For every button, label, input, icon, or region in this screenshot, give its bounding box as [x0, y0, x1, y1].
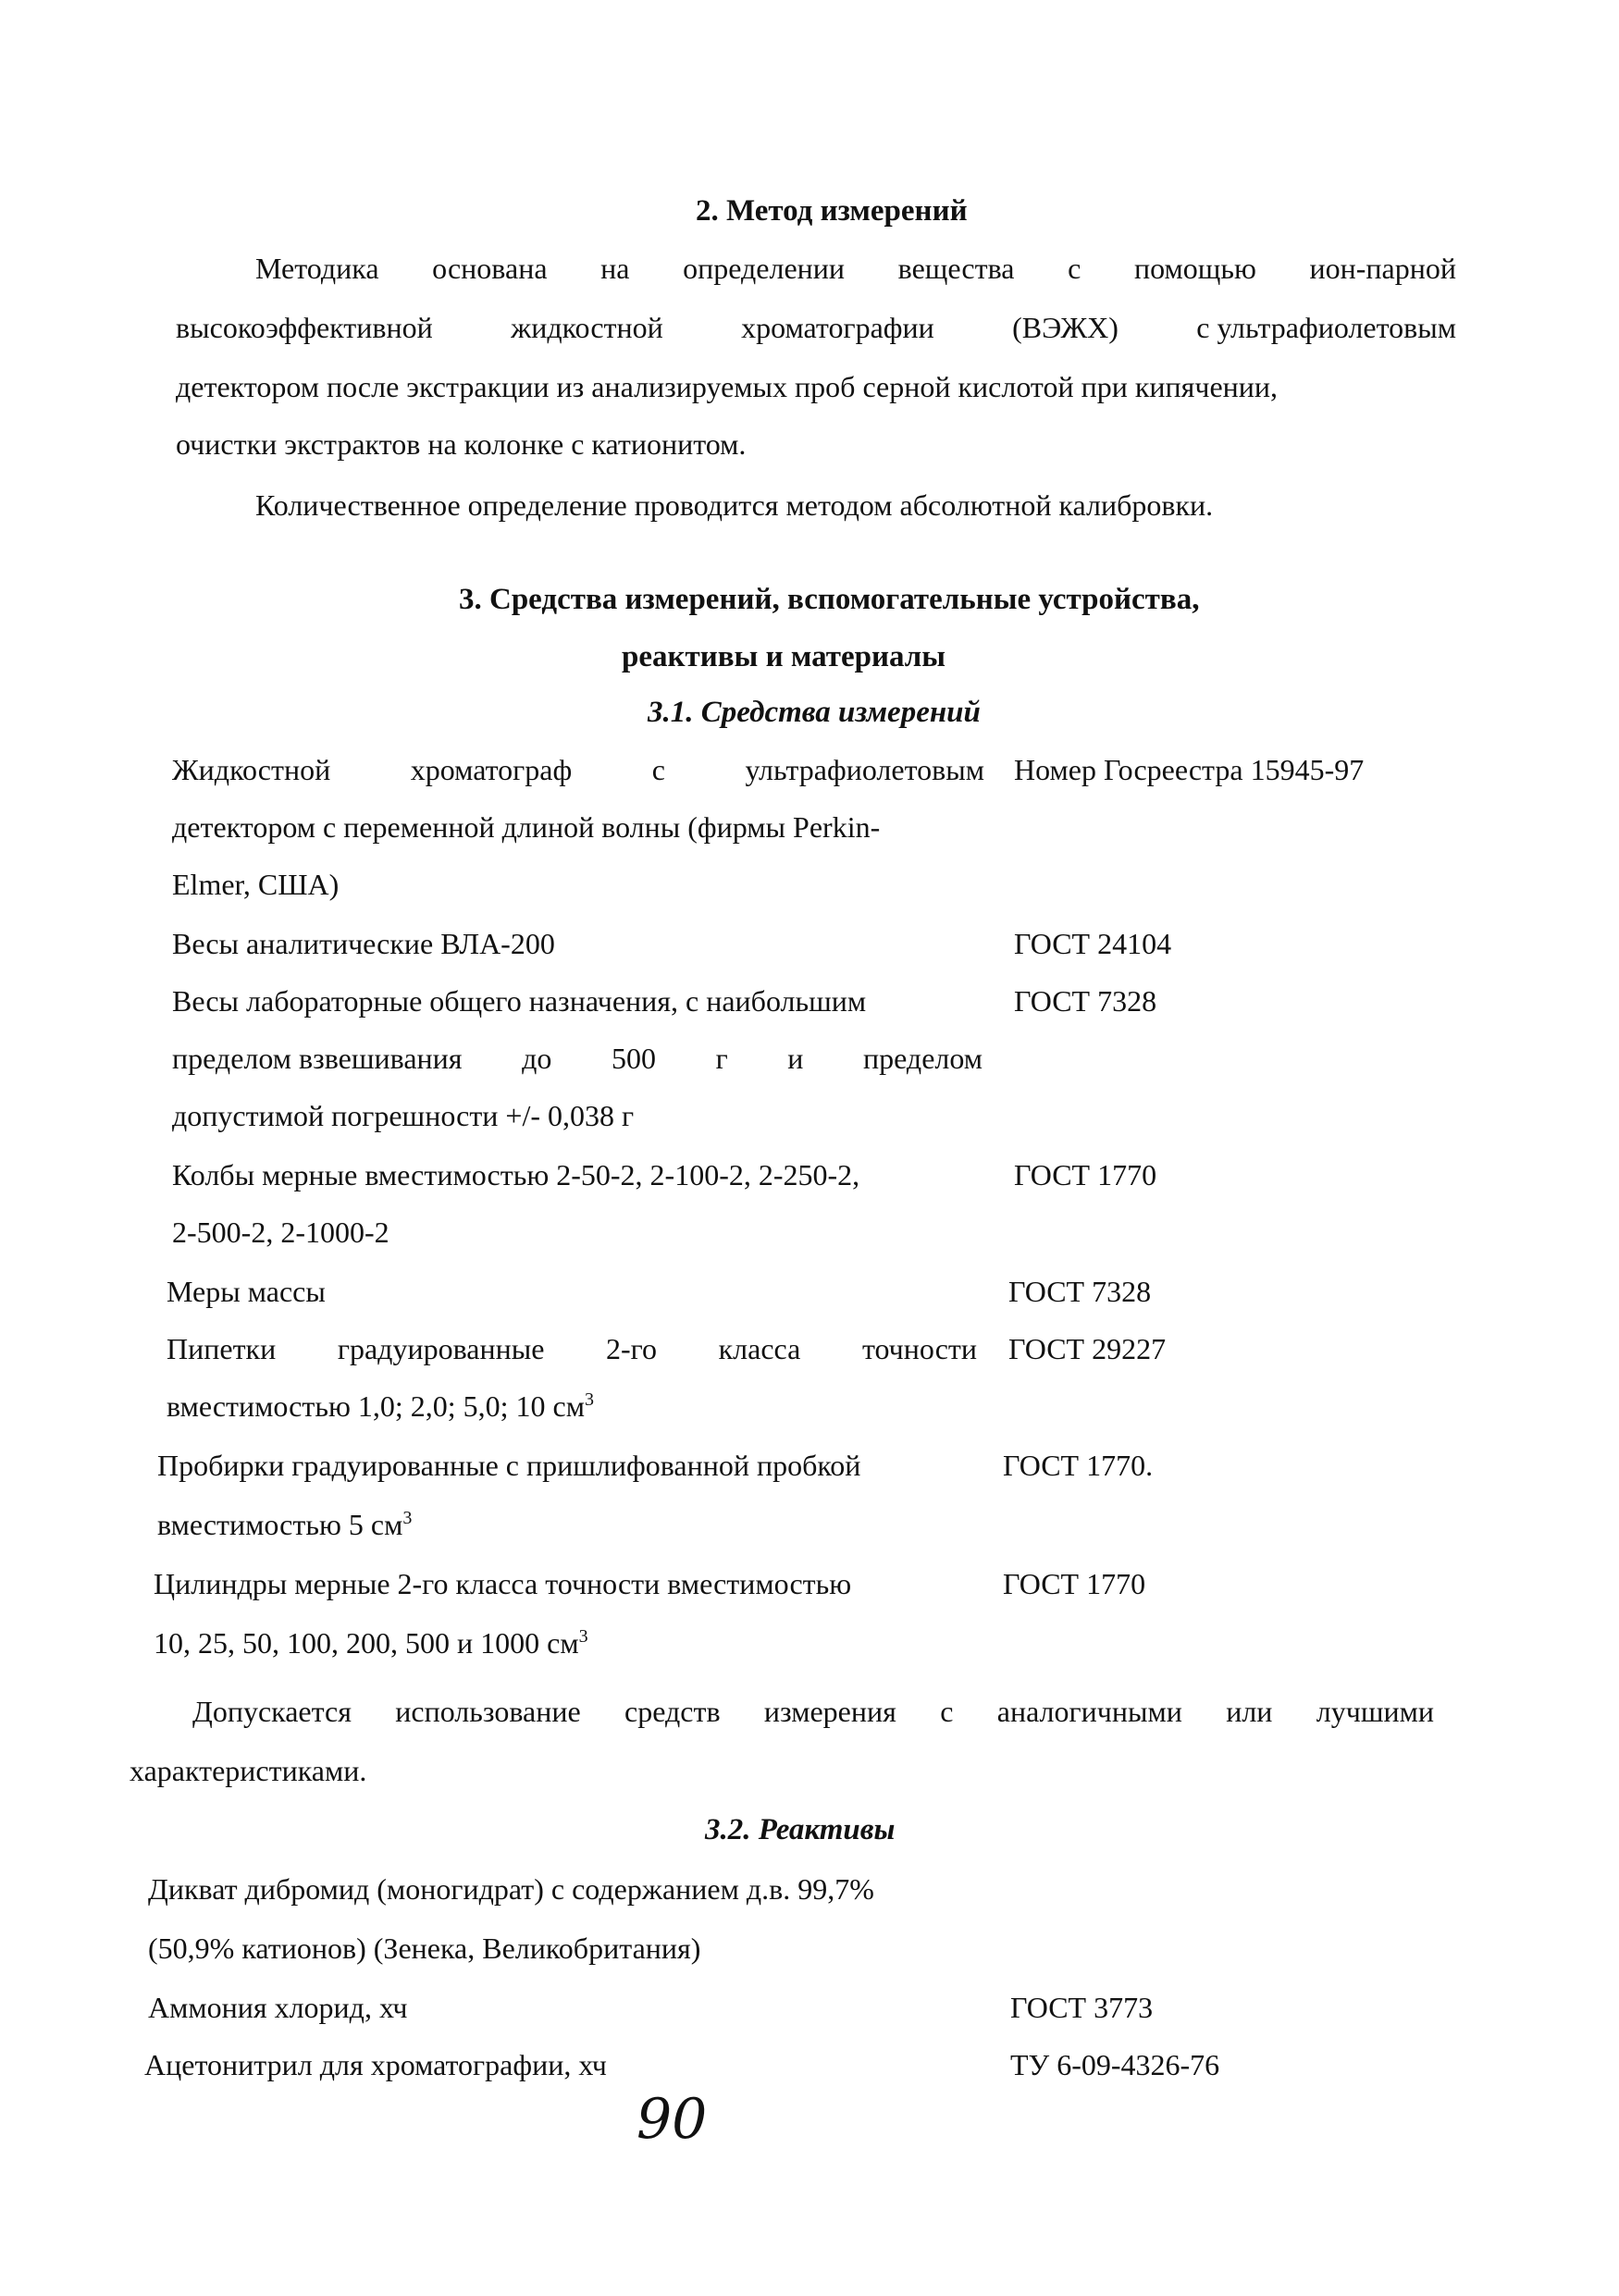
superscript: 3 [584, 1389, 594, 1410]
word: использование [395, 1695, 581, 1728]
word: 2-го [606, 1332, 657, 1365]
instrument-lab-balance-line1: Весы лабораторные общего назначения, с наибольшим [172, 984, 867, 1018]
word: и [787, 1042, 804, 1075]
word: помощью [1133, 252, 1256, 285]
section-3-title-line2: реактивы и материалы [622, 640, 946, 673]
word: средств [624, 1695, 721, 1728]
instrument-pipettes-ref: ГОСТ 29227 [1008, 1332, 1167, 1365]
instruments-note-line2: характеристиками. [130, 1754, 367, 1787]
section-2-para1-line4: очистки экстрактов на колонке с катионитом. [176, 427, 747, 461]
word: точности [861, 1332, 977, 1365]
instrument-cylinders-line1: Цилиндры мерные 2-го класса точности вместимостью [154, 1567, 852, 1600]
instrument-test-tubes-line2 [157, 1508, 412, 1542]
word: ультрафиолетовым [745, 753, 984, 786]
word: хроматограф [410, 753, 573, 786]
instrument-lab-balance-line3: допустимой погрешности +/- 0,038 г [172, 1099, 635, 1132]
word: с [940, 1695, 954, 1728]
superscript: 3 [578, 1626, 588, 1647]
section-2-title: 2. Метод измерений [696, 194, 968, 228]
word: Жидкостной [172, 753, 331, 786]
word: лучшими [1316, 1695, 1434, 1728]
instrument-mass-measures-ref: ГОСТ 7328 [1008, 1275, 1152, 1308]
reagent-diquat-line2: (50,9% катионов) (Зенека, Великобритания) [148, 1932, 701, 1965]
subsection-3-1-title: 3.1. Средства измерений [648, 696, 981, 729]
word: с ультрафиолетовым [1196, 311, 1456, 344]
word: с [1068, 252, 1081, 285]
word: с [651, 753, 665, 786]
word: пределом взвешивания [172, 1042, 463, 1075]
word: класса [718, 1332, 801, 1365]
word: Методика [255, 252, 379, 285]
reagent-acetonitrile: Ацетонитрил для хроматографии, хч [144, 2048, 607, 2081]
instrument-test-tubes-line1: Пробирки градуированные с пришлифованной пробкой [157, 1449, 861, 1482]
text: 10, 25, 50, 100, 200, 500 и 1000 см [154, 1626, 579, 1660]
word: Допускается [192, 1695, 352, 1728]
instruments-note-line1 [192, 1695, 1434, 1729]
reagent-ammonium-chloride: Аммония хлорид, хч [148, 1991, 408, 2024]
word: основана [432, 252, 548, 285]
word: градуированные [337, 1332, 545, 1365]
instrument-chromatograph-line1 [172, 753, 984, 787]
word: жидкостной [511, 311, 663, 344]
subsection-3-2-title: 3.2. Реактивы [705, 1813, 896, 1846]
word: Пипетки [167, 1332, 277, 1365]
word: ион-парной [1309, 252, 1456, 285]
instrument-analytical-balance-ref: ГОСТ 24104 [1014, 927, 1172, 960]
instrument-flasks-ref: ГОСТ 1770 [1014, 1158, 1157, 1191]
instrument-flasks-line2: 2-500-2, 2-1000-2 [172, 1216, 389, 1249]
word: определении [683, 252, 846, 285]
text: вместимостью 1,0; 2,0; 5,0; 10 см [167, 1389, 585, 1423]
reagent-ammonium-chloride-ref: ГОСТ 3773 [1010, 1991, 1154, 2024]
text: вместимостью 5 см [157, 1508, 403, 1541]
word: до [522, 1042, 552, 1075]
instrument-pipettes-line2 [167, 1389, 594, 1424]
word: вещества [897, 252, 1015, 285]
page-number: 90 [636, 2087, 708, 2152]
instrument-chromatograph-line2: детектором с переменной длиной волны (фирмы Perkin- [172, 810, 881, 844]
word: или [1226, 1695, 1273, 1728]
word: пределом [863, 1042, 983, 1075]
word: измерения [763, 1695, 896, 1728]
section-3-title-line1: 3. Средства измерений, вспомогательные устройства, [459, 583, 1200, 616]
word: аналогичными [996, 1695, 1182, 1728]
word: на [600, 252, 630, 285]
word: 500 [611, 1042, 656, 1075]
instrument-mass-measures: Меры массы [167, 1275, 326, 1308]
instrument-lab-balance-line2 [172, 1042, 983, 1076]
word: хроматографии [741, 311, 934, 344]
instrument-lab-balance-ref: ГОСТ 7328 [1014, 984, 1157, 1018]
word: г [715, 1042, 728, 1075]
instrument-cylinders-ref: ГОСТ 1770 [1003, 1567, 1146, 1600]
instrument-flasks-line1: Колбы мерные вместимостью 2-50-2, 2-100-2, 2-250-2, [172, 1158, 860, 1191]
instrument-chromatograph-line3: Elmer, США) [172, 868, 340, 901]
reagent-acetonitrile-ref: ТУ 6-09-4326-76 [1010, 2048, 1220, 2081]
section-2-para1-line2 [176, 311, 1456, 345]
instrument-pipettes-line1 [167, 1332, 977, 1366]
superscript: 3 [402, 1508, 413, 1528]
instrument-chromatograph-ref: Номер Госреестра 15945-97 [1014, 753, 1365, 786]
word: высокоэффективной [176, 311, 433, 344]
instrument-test-tubes-ref: ГОСТ 1770. [1003, 1449, 1154, 1482]
instrument-cylinders-line2 [154, 1626, 588, 1660]
reagent-diquat-line1: Дикват дибромид (моногидрат) с содержанием д.в. 99,7% [148, 1872, 874, 1906]
section-2-para1-line1 [255, 252, 1456, 286]
section-2-para1-line3: детектором после экстракции из анализируемых проб серной кислотой при кипячении, [176, 370, 1279, 403]
section-2-para2: Количественное определение проводится методом абсолютной калибровки. [255, 488, 1214, 522]
word: (ВЭЖХ) [1012, 311, 1118, 344]
instrument-analytical-balance: Весы аналитические ВЛА-200 [172, 927, 555, 960]
